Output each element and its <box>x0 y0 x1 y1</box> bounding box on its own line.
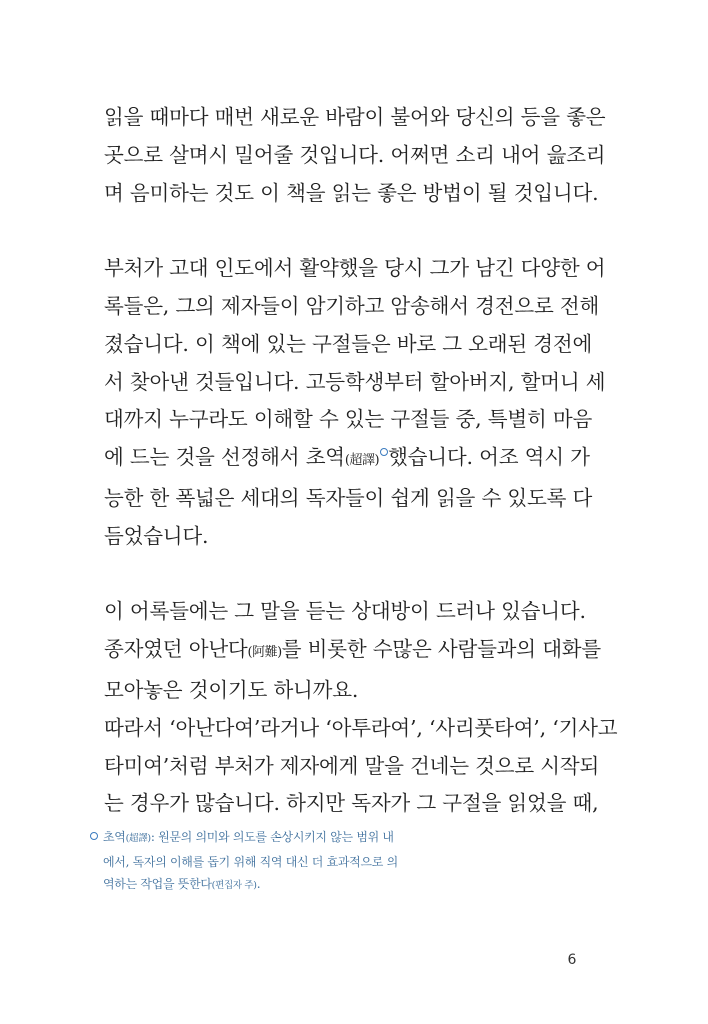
text-line: 읽을 때마다 매번 새로운 바람이 불어와 당신의 등을 좋은 <box>104 105 606 129</box>
text-segment: 했습니다. 어조 역시 가 <box>388 445 590 470</box>
paragraph-1 <box>104 99 606 212</box>
footnote-term-hanja: (超譯) <box>125 833 151 844</box>
paragraph-3 <box>104 593 618 823</box>
text-line: 서 찾아낸 것들입니다. 고등학생부터 할아버지, 할머니 세 <box>104 369 606 394</box>
text-line: 듬었습니다. <box>104 523 209 548</box>
footnote-marker-icon <box>380 448 388 456</box>
footnote <box>90 826 420 898</box>
text-line: 따라서 ‘아난다여’라거나 ‘아투라여’, ‘사리풋타여’, ‘기사고 <box>104 715 618 740</box>
text-line: 대까지 누구라도 이해할 수 있는 구절들 중, 특별히 마음 <box>104 407 593 432</box>
page-number: 6 <box>567 952 577 968</box>
footnote-text: . <box>256 877 261 891</box>
text-line: 이 어록들에는 그 말을 듣는 상대방이 드러나 있습니다. <box>104 599 586 624</box>
text-line: 능한 한 폭넓은 세대의 독자들이 쉽게 읽을 수 있도록 다 <box>104 485 593 510</box>
text-line: 부처가 고대 인도에서 활약했을 당시 그가 남긴 다양한 어 <box>104 256 606 281</box>
footnote-line <box>103 826 420 851</box>
text-segment: 를 비롯한 수많은 사람들과의 대화를 <box>281 637 602 662</box>
footnote-line: 에서, 독자의 이해를 돕기 위해 직역 대신 더 효과적으로 의 <box>103 854 398 869</box>
hanja-gloss: (阿難) <box>247 645 282 661</box>
body-text <box>104 99 618 823</box>
footnote-text: : 원문의 의미와 의도를 손상시키지 않는 범위 내 <box>150 830 394 844</box>
text-line: 졌습니다. 이 책에 있는 구절들은 바로 그 오래된 경전에 <box>104 331 593 356</box>
footnote-body <box>103 826 420 898</box>
text-line-with-hanja <box>104 631 602 672</box>
text-line: 곳으로 살며시 밀어줄 것입니다. 어쩌면 소리 내어 읊조리 <box>104 142 606 167</box>
footnote-term: 초역 <box>103 830 126 844</box>
paragraph-2 <box>104 250 606 555</box>
editor-note: (편집자 주) <box>211 880 257 891</box>
text-line: 며 음미하는 것도 이 책을 읽는 좋은 방법이 될 것입니다. <box>104 180 599 205</box>
footnote-line <box>103 873 420 898</box>
text-line: 록들은, 그의 제자들이 암기하고 암송해서 경전으로 전해 <box>104 293 600 318</box>
footnote-text: 역하는 작업을 뜻한다 <box>103 877 212 891</box>
text-line-with-footnote <box>104 439 590 480</box>
text-line: 는 경우가 많습니다. 하지만 독자가 그 구절을 읽었을 때, <box>104 791 599 816</box>
hanja-gloss: (超譯) <box>344 453 380 469</box>
text-line: 모아놓은 것이기도 하니까요. <box>104 677 359 702</box>
text-line: 타미여’처럼 부처가 제자에게 말을 건네는 것으로 시작되 <box>104 753 600 778</box>
text-segment: 에 드는 것을 선정해서 초역 <box>104 445 345 470</box>
footnote-circle-icon <box>90 832 98 840</box>
text-segment: 종자였던 아난다 <box>104 637 248 662</box>
